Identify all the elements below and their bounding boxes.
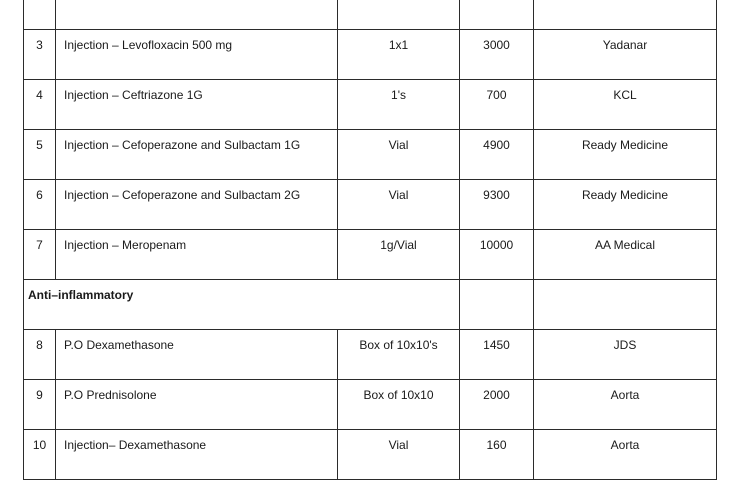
cell-supplier — [533, 0, 717, 30]
cell-no — [23, 80, 55, 130]
cell-unit — [337, 180, 459, 230]
cell-price — [459, 380, 533, 430]
supplier: Aorta — [610, 438, 640, 452]
cell-supplier — [533, 80, 717, 130]
row-number: 5 — [36, 138, 43, 152]
table-row — [23, 130, 717, 180]
cell-price — [459, 230, 533, 280]
cell-no — [23, 330, 55, 380]
medicine-name: P.O Prednisolone — [64, 388, 157, 402]
supplier: JDS — [613, 338, 637, 352]
unit: 1x1 — [388, 38, 409, 52]
unit: Vial — [388, 138, 409, 152]
cell-price — [459, 280, 533, 330]
cell-unit — [337, 30, 459, 80]
supplier: Ready Medicine — [581, 138, 669, 152]
medicine-name: P.O Dexamethasone — [64, 338, 174, 352]
cell-no — [23, 430, 55, 480]
price: 1450 — [483, 338, 510, 352]
cell-price — [459, 80, 533, 130]
price: 2000 — [483, 388, 510, 402]
medicine-name: Injection– Dexamethasone — [64, 438, 207, 452]
row-number: 3 — [36, 38, 43, 52]
cell-no — [23, 0, 55, 30]
cell-supplier — [533, 430, 717, 480]
cell-price — [459, 330, 533, 380]
row-number: 8 — [36, 338, 43, 352]
cell-unit — [337, 230, 459, 280]
cell-supplier — [533, 230, 717, 280]
cell-name — [55, 230, 337, 280]
cell-name — [55, 430, 337, 480]
cell-unit — [337, 0, 459, 30]
row-number: 4 — [36, 88, 43, 102]
row-number: 10 — [32, 438, 47, 452]
cell-no — [23, 230, 55, 280]
cell-price — [459, 0, 533, 30]
medicine-name: Injection – Levofloxacin 500 mg — [64, 38, 233, 52]
unit: 1's — [391, 88, 406, 102]
cell-unit — [337, 330, 459, 380]
table-row — [23, 80, 717, 130]
supplier: Ready Medicine — [581, 188, 669, 202]
table-row — [23, 230, 717, 280]
category-row — [23, 280, 717, 330]
unit: Box of 10x10 — [363, 388, 434, 402]
cell-supplier — [533, 180, 717, 230]
cell-supplier — [533, 380, 717, 430]
cell-unit — [337, 380, 459, 430]
cell-name — [55, 380, 337, 430]
price: 160 — [486, 438, 507, 452]
cell-name — [55, 330, 337, 380]
cell-supplier — [533, 330, 717, 380]
category-cell — [23, 280, 459, 330]
medicine-name: Injection – Cefoperazone and Sulbactam 1G — [64, 138, 301, 152]
supplier: Aorta — [610, 388, 640, 402]
cell-unit — [337, 130, 459, 180]
supplier: AA Medical — [594, 238, 656, 252]
cell-no — [23, 380, 55, 430]
price: 9300 — [483, 188, 510, 202]
cell-no — [23, 130, 55, 180]
cell-price — [459, 430, 533, 480]
price: 10000 — [479, 238, 514, 252]
price: 4900 — [483, 138, 510, 152]
cell-price — [459, 30, 533, 80]
cell-price — [459, 130, 533, 180]
cell-no — [23, 30, 55, 80]
table-row — [23, 330, 717, 380]
cell-name — [55, 130, 337, 180]
medicine-name: Injection – Ceftriazone 1G — [64, 88, 203, 102]
supplier: KCL — [613, 88, 637, 102]
row-number: 9 — [36, 388, 43, 402]
cell-supplier — [533, 30, 717, 80]
cell-name — [55, 30, 337, 80]
row-number: 7 — [36, 238, 43, 252]
table-row — [23, 430, 717, 480]
cell-unit — [337, 430, 459, 480]
category-heading: Anti–inflammatory — [28, 288, 134, 302]
unit: Vial — [388, 438, 409, 452]
cell-name — [55, 0, 337, 30]
table-row — [23, 380, 717, 430]
supplier: Yadanar — [602, 38, 648, 52]
medicine-name: Injection – Meropenam — [64, 238, 187, 252]
cell-price — [459, 180, 533, 230]
cell-name — [55, 80, 337, 130]
table-row — [23, 180, 717, 230]
price: 700 — [486, 88, 507, 102]
cell-name — [55, 180, 337, 230]
cell-no — [23, 180, 55, 230]
cell-unit — [337, 80, 459, 130]
unit: 1g/Vial — [380, 238, 417, 252]
unit: Vial — [388, 188, 409, 202]
medicine-name: Injection – Cefoperazone and Sulbactam 2G — [64, 188, 301, 202]
table-row-partial — [23, 0, 717, 30]
unit: Box of 10x10's — [359, 338, 438, 352]
cell-supplier — [533, 280, 717, 330]
row-number: 6 — [36, 188, 43, 202]
price: 3000 — [483, 38, 510, 52]
cell-supplier — [533, 130, 717, 180]
table-row — [23, 30, 717, 80]
